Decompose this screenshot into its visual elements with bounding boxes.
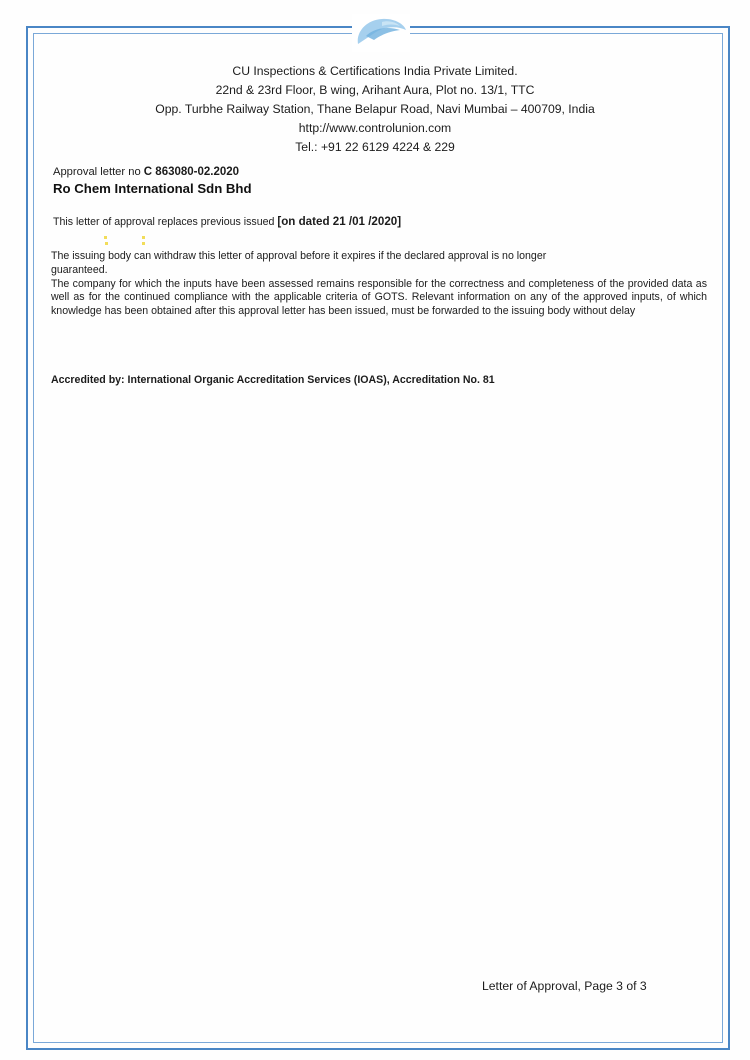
- responsibility-paragraph: The company for which the inputs have been assessed remains responsible for the correctness and completeness of the provided data as well as for the continued compliance with the applicable criteria of GOTS. Relevant information on any of the approved inputs, of which knowledge has been obtained after this approval letter has been issued, must be forwarded to the issuing body without delay: [51, 277, 707, 318]
- approval-number: C 863080-02.2020: [143, 166, 240, 178]
- page-footer: Letter of Approval, Page 3 of 3: [482, 979, 647, 993]
- issuer-address-line1: 22nd & 23rd Floor, B wing, Arihant Aura, Plot no. 13/1, TTC: [215, 83, 535, 97]
- replaces-date: [on dated 21 /01 /2020]: [277, 215, 402, 228]
- issuer-website[interactable]: http://www.controlunion.com: [298, 121, 452, 135]
- control-union-logo-icon: [352, 14, 410, 52]
- approval-label: Approval letter no: [53, 166, 141, 178]
- issuer-address-line2: Opp. Turbhe Railway Station, Thane Belapur Road, Navi Mumbai – 400709, India: [155, 102, 595, 116]
- issuer-phone: Tel.: +91 22 6129 4224 & 229: [295, 140, 455, 154]
- issuer-company-name: CU Inspections & Certifications India Private Limited.: [232, 64, 518, 78]
- highlight-specks: [104, 235, 152, 249]
- replaces-statement: [53, 215, 401, 228]
- withdraw-line2: guaranteed.: [51, 263, 108, 276]
- accreditation-statement: Accredited by: International Organic Accreditation Services (IOAS), Accreditation No. 81: [51, 374, 495, 386]
- approval-letter-number: [53, 166, 239, 178]
- letter-body: [51, 250, 707, 319]
- withdraw-line1: The issuing body can withdraw this letter of approval before it expires if the declared approval is no longer: [51, 250, 547, 262]
- approved-company-name: Ro Chem International Sdn Bhd: [53, 181, 252, 196]
- replaces-text: This letter of approval replaces previous issued: [53, 216, 275, 228]
- issuer-header: [40, 62, 710, 157]
